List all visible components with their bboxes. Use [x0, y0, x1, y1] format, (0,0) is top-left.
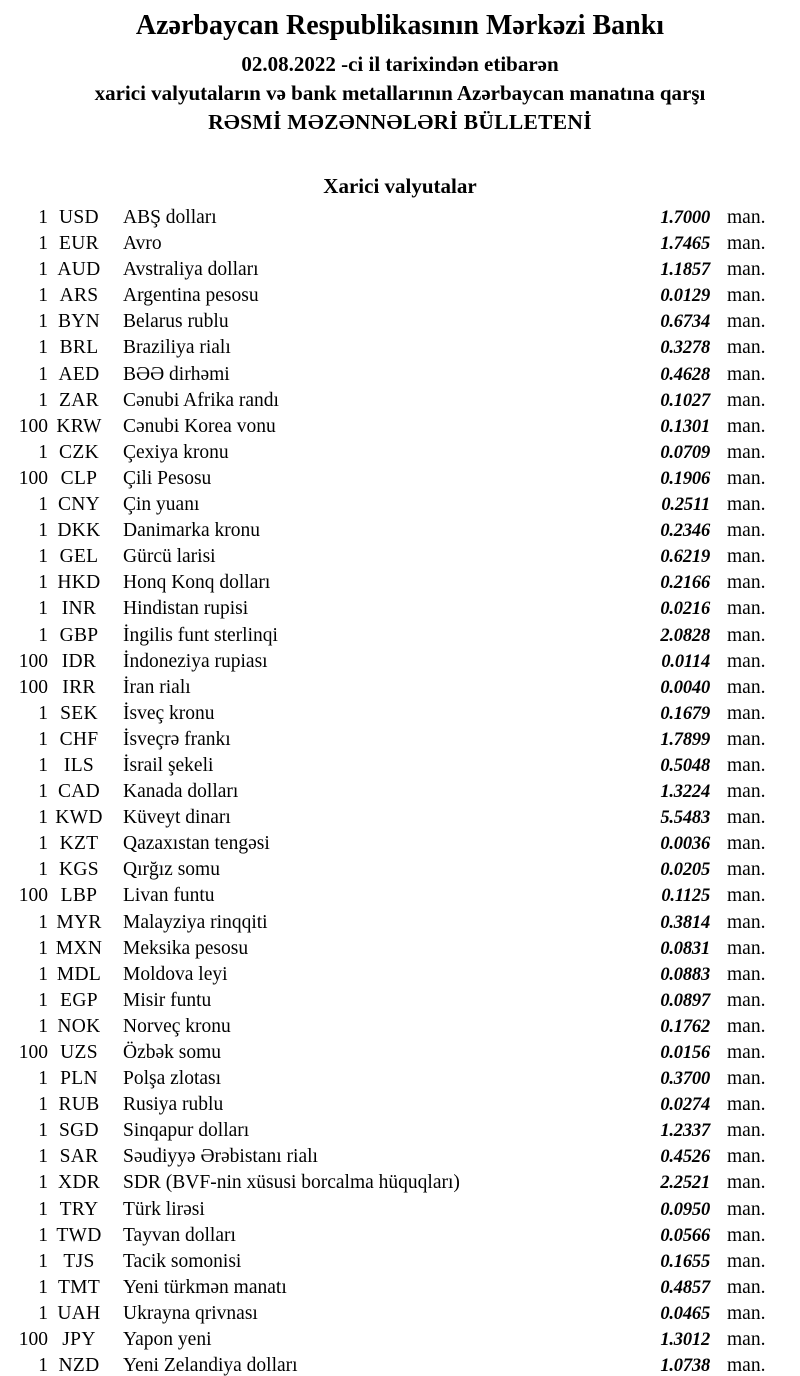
- rate-unit-label: man.: [727, 781, 766, 803]
- rate-currency-code: TJS: [63, 1250, 95, 1272]
- rate-unit-label: man.: [727, 520, 766, 542]
- rate-value: 0.0465: [660, 1303, 710, 1324]
- rate-row: [0, 936, 772, 962]
- rate-row: [0, 779, 772, 805]
- rate-row: [0, 1170, 772, 1196]
- rate-unit-label: man.: [727, 1329, 766, 1351]
- rate-currency-name: Çili Pesosu: [123, 467, 212, 489]
- rate-value: 0.0274: [660, 1095, 710, 1116]
- rate-value: 1.7465: [660, 234, 710, 255]
- rate-currency-name: Misir funtu: [123, 989, 212, 1011]
- rate-currency-code: UAH: [57, 1302, 101, 1324]
- rate-value: 0.2166: [660, 573, 710, 594]
- rate-currency-name: Braziliya rialı: [123, 337, 231, 359]
- rate-row: [0, 309, 772, 335]
- rate-currency-name: Avro: [123, 233, 162, 255]
- rate-value: 0.0129: [660, 286, 710, 307]
- rate-currency-name: İsveç kronu: [123, 702, 215, 724]
- bulletin-header: [0, 0, 800, 136]
- rate-currency-name: Qırğız somu: [123, 859, 220, 881]
- rate-currency-code: INR: [61, 598, 97, 620]
- rate-quantity: 1: [38, 1198, 48, 1220]
- rate-quantity: 1: [38, 807, 48, 829]
- rate-quantity: 100: [18, 676, 48, 698]
- rate-currency-name: İngilis funt sterlinqi: [123, 624, 278, 646]
- rate-value: 0.3814: [660, 912, 710, 933]
- rate-quantity: 1: [38, 963, 48, 985]
- rate-row: [0, 1040, 772, 1066]
- rate-currency-name: Səudiyyə Ərəbistanı rialı: [123, 1146, 318, 1168]
- rate-quantity: 1: [38, 1302, 48, 1324]
- rate-unit-label: man.: [727, 885, 766, 907]
- rate-currency-code: KGS: [59, 859, 99, 881]
- rate-currency-name: Rusiya rublu: [123, 1094, 224, 1116]
- rate-row: [0, 1014, 772, 1040]
- rate-value: 0.1655: [660, 1251, 710, 1272]
- rate-value: 0.3700: [660, 1069, 710, 1090]
- rate-currency-name: ABŞ dolları: [123, 207, 217, 228]
- rate-row: [0, 883, 772, 909]
- rate-value: 0.1762: [660, 1016, 710, 1037]
- rate-currency-code: UZS: [60, 1042, 98, 1063]
- rate-row: [0, 1118, 772, 1144]
- rate-row: [0, 492, 772, 518]
- rate-currency-code: JPY: [62, 1329, 96, 1351]
- rate-quantity: 1: [38, 1094, 48, 1116]
- rate-unit-label: man.: [727, 702, 766, 724]
- rate-value: 1.3224: [660, 782, 710, 803]
- rate-value: 0.2511: [661, 495, 710, 516]
- rate-quantity: 1: [38, 702, 48, 724]
- rate-value: 0.0216: [660, 599, 710, 620]
- rate-quantity: 1: [38, 1172, 48, 1194]
- rate-currency-code: GEL: [59, 546, 99, 568]
- rate-currency-code: CZK: [59, 441, 99, 463]
- rate-currency-name: Livan funtu: [123, 885, 215, 907]
- rate-currency-code: ZAR: [59, 389, 99, 411]
- rate-currency-name: İndoneziya rupiası: [123, 650, 268, 672]
- rate-currency-name: Hindistan rupisi: [123, 598, 249, 620]
- rate-quantity: 1: [38, 233, 48, 255]
- rate-currency-code: NZD: [58, 1355, 100, 1376]
- rate-unit-label: man.: [727, 259, 766, 281]
- rate-row: [0, 1275, 772, 1301]
- rate-unit-label: man.: [727, 1042, 766, 1063]
- rate-unit-label: man.: [727, 285, 766, 307]
- rate-currency-name: Avstraliya dolları: [123, 259, 259, 281]
- rate-value: 0.5048: [660, 755, 710, 776]
- rate-value: 0.3278: [660, 338, 710, 359]
- rate-unit-label: man.: [727, 989, 766, 1011]
- rate-row: [0, 1301, 772, 1327]
- rate-currency-code: CAD: [57, 781, 101, 803]
- effective-date-line: 02.08.2022 -ci il tarixindən etibarən: [241, 52, 559, 76]
- rate-row: [0, 362, 772, 388]
- rate-value: 0.0040: [660, 677, 710, 698]
- rate-row: [0, 857, 772, 883]
- rate-row: [0, 1066, 772, 1092]
- rate-currency-name: SDR (BVF-nin xüsusi borcalma hüquqları): [123, 1172, 460, 1194]
- rate-unit-label: man.: [727, 807, 766, 829]
- rate-unit-label: man.: [727, 1276, 766, 1298]
- rate-currency-code: MYR: [56, 911, 102, 933]
- rate-unit-label: man.: [727, 859, 766, 881]
- rates-table-body: [0, 205, 800, 1376]
- rate-currency-code: SGD: [59, 1120, 99, 1142]
- rate-quantity: 1: [38, 1276, 48, 1298]
- rate-row: [0, 596, 772, 622]
- rate-row: [0, 335, 772, 361]
- rate-row: [0, 988, 772, 1014]
- rate-quantity: 1: [38, 859, 48, 881]
- rate-currency-name: Ukrayna qrivnası: [123, 1302, 258, 1324]
- rate-currency-name: Tacik somonisi: [123, 1250, 242, 1272]
- rate-row: [0, 518, 772, 544]
- rate-currency-code: SAR: [59, 1146, 99, 1168]
- rate-unit-label: man.: [727, 363, 766, 385]
- rate-currency-name: Cənubi Korea vonu: [123, 415, 276, 437]
- rate-unit-label: man.: [727, 1355, 766, 1376]
- rate-value: 0.4857: [660, 1277, 710, 1298]
- rate-currency-code: USD: [59, 207, 99, 228]
- rate-unit-label: man.: [727, 1198, 766, 1220]
- rate-currency-code: MXN: [55, 937, 103, 959]
- rate-currency-name: Kanada dolları: [123, 781, 239, 803]
- rate-value: 0.1027: [660, 390, 710, 411]
- rate-quantity: 1: [38, 494, 48, 516]
- rate-quantity: 1: [38, 311, 48, 333]
- rate-quantity: 1: [38, 989, 48, 1011]
- rate-unit-label: man.: [727, 1120, 766, 1142]
- rate-unit-label: man.: [727, 572, 766, 594]
- rate-value: 0.6219: [660, 547, 710, 568]
- rate-row: [0, 831, 772, 857]
- rate-quantity: 100: [18, 1042, 48, 1063]
- bulletin-subtitle: xarici valyutaların və bank metallarının Azərbaycan manatına qarşı: [94, 81, 706, 105]
- rate-currency-name: Belarus rublu: [123, 311, 229, 333]
- rate-quantity: 1: [38, 207, 48, 228]
- rate-unit-label: man.: [727, 467, 766, 489]
- rate-currency-name: Polşa zlotası: [123, 1068, 222, 1090]
- rate-unit-label: man.: [727, 650, 766, 672]
- rate-currency-code: MDL: [56, 963, 102, 985]
- rate-currency-name: Argentina pesosu: [123, 285, 259, 307]
- rate-currency-name: Yeni Zelandiya dolları: [123, 1355, 298, 1376]
- rate-row: [0, 283, 772, 309]
- bank-name-title: Azərbaycan Respublikasının Mərkəzi Bankı: [135, 10, 665, 41]
- rate-unit-label: man.: [727, 1146, 766, 1168]
- rate-quantity: 100: [18, 885, 48, 907]
- rate-currency-name: Malayziya rinqqiti: [123, 911, 268, 933]
- rate-value: 0.0950: [660, 1199, 710, 1220]
- rate-value: 2.2521: [660, 1173, 710, 1194]
- rate-value: 0.4628: [660, 364, 710, 385]
- rate-unit-label: man.: [727, 1302, 766, 1324]
- rate-row: [0, 623, 772, 649]
- rate-quantity: 1: [38, 520, 48, 542]
- rate-currency-code: TWD: [56, 1224, 102, 1246]
- rate-quantity: 100: [18, 415, 48, 437]
- rate-unit-label: man.: [727, 1015, 766, 1037]
- rate-value: 0.0831: [660, 938, 710, 959]
- rate-currency-name: Yapon yeni: [123, 1329, 212, 1351]
- rate-currency-name: Norveç kronu: [123, 1015, 231, 1037]
- rate-row: [0, 388, 772, 414]
- rate-row: [0, 753, 772, 779]
- rate-row: [0, 440, 772, 466]
- rate-currency-code: NOK: [57, 1015, 101, 1037]
- rate-currency-name: İsrail şekeli: [123, 754, 214, 776]
- rate-quantity: 1: [38, 572, 48, 594]
- rate-quantity: 1: [38, 728, 48, 750]
- rate-row: [0, 675, 772, 701]
- rate-value: 0.1301: [660, 416, 710, 437]
- rate-value: 0.2346: [660, 521, 710, 542]
- rate-currency-code: AED: [58, 363, 100, 385]
- rate-currency-name: Gürcü larisi: [123, 546, 216, 568]
- rate-value: 1.7000: [660, 208, 710, 228]
- rate-quantity: 1: [38, 781, 48, 803]
- rate-value: 0.0897: [660, 990, 710, 1011]
- rate-currency-name: Danimarka kronu: [123, 520, 260, 542]
- rate-currency-name: Honq Konq dolları: [123, 572, 271, 594]
- rate-value: 1.1857: [660, 260, 710, 281]
- rate-unit-label: man.: [727, 441, 766, 463]
- rate-quantity: 1: [38, 259, 48, 281]
- rate-value: 0.0156: [660, 1043, 710, 1063]
- rate-row: [0, 570, 772, 596]
- rate-currency-name: Çexiya kronu: [123, 441, 229, 463]
- rate-currency-code: XDR: [57, 1172, 101, 1194]
- rate-currency-code: BYN: [57, 311, 101, 333]
- rate-quantity: 1: [38, 624, 48, 646]
- rate-row: [0, 257, 772, 283]
- rate-currency-name: BƏƏ dirhəmi: [123, 363, 230, 385]
- rate-currency-code: TMT: [57, 1276, 101, 1298]
- rate-unit-label: man.: [727, 624, 766, 646]
- rate-row: [0, 649, 772, 675]
- rate-unit-label: man.: [727, 546, 766, 568]
- rate-currency-code: KZT: [59, 833, 99, 855]
- rate-quantity: 1: [38, 1355, 48, 1376]
- bulletin-title: RƏSMİ MƏZƏNNƏLƏRİ BÜLLETENİ: [208, 110, 592, 134]
- rate-value: 0.6734: [660, 312, 710, 333]
- section-title-foreign-currencies: Xarici valyutalar: [323, 174, 477, 198]
- rate-quantity: 100: [18, 650, 48, 672]
- rate-currency-name: Özbək somu: [123, 1042, 222, 1063]
- rate-value: 0.1679: [660, 703, 710, 724]
- rate-row: [0, 1197, 772, 1223]
- rate-currency-code: GBP: [59, 624, 99, 646]
- rate-value: 0.0036: [660, 834, 710, 855]
- rate-currency-code: LBP: [60, 885, 98, 907]
- rate-value: 0.1906: [660, 468, 710, 489]
- rate-currency-name: Cənubi Afrika randı: [123, 389, 279, 411]
- rate-currency-name: Yeni türkmən manatı: [123, 1276, 287, 1298]
- rate-quantity: 1: [38, 337, 48, 359]
- rate-row: [0, 544, 772, 570]
- rate-row: [0, 701, 772, 727]
- rate-currency-name: Türk lirəsi: [123, 1198, 205, 1220]
- rate-value: 0.1125: [661, 886, 710, 907]
- rate-unit-label: man.: [727, 598, 766, 620]
- rate-value: 2.0828: [660, 625, 710, 646]
- rate-currency-name: Çin yuanı: [123, 494, 200, 516]
- rate-currency-code: ILS: [63, 754, 95, 776]
- rate-currency-code: PLN: [60, 1068, 98, 1090]
- rate-quantity: 1: [38, 441, 48, 463]
- rate-unit-label: man.: [727, 937, 766, 959]
- rate-currency-code: TRY: [59, 1198, 99, 1220]
- rate-unit-label: man.: [727, 754, 766, 776]
- rate-value: 1.7899: [660, 729, 710, 750]
- rate-unit-label: man.: [727, 233, 766, 255]
- rate-row: [0, 962, 772, 988]
- rate-row: [0, 466, 772, 492]
- rate-currency-code: EGP: [60, 989, 98, 1011]
- rate-row: [0, 205, 772, 231]
- rate-unit-label: man.: [727, 728, 766, 750]
- rate-currency-name: Tayvan dolları: [123, 1224, 236, 1246]
- rate-quantity: 1: [38, 1224, 48, 1246]
- rate-value: 0.0709: [660, 442, 710, 463]
- rate-unit-label: man.: [727, 1224, 766, 1246]
- rate-unit-label: man.: [727, 337, 766, 359]
- rate-value: 1.0738: [660, 1356, 710, 1376]
- rate-value: 1.3012: [660, 1330, 710, 1351]
- rate-currency-code: SEK: [60, 702, 98, 724]
- rate-unit-label: man.: [727, 207, 766, 228]
- rate-unit-label: man.: [727, 415, 766, 437]
- rate-currency-code: IDR: [61, 650, 97, 672]
- rate-unit-label: man.: [727, 676, 766, 698]
- rate-currency-code: DKK: [57, 520, 101, 542]
- rate-row: [0, 1092, 772, 1118]
- rate-quantity: 1: [38, 389, 48, 411]
- rate-quantity: 1: [38, 1250, 48, 1272]
- rate-currency-name: Sinqapur dolları: [123, 1120, 250, 1142]
- rate-value: 5.5483: [660, 808, 710, 829]
- rate-currency-name: İsveçrə frankı: [123, 728, 231, 750]
- rate-currency-name: Qazaxıstan tengəsi: [123, 833, 270, 855]
- rate-currency-code: IRR: [62, 676, 96, 698]
- rate-currency-code: AUD: [57, 259, 101, 281]
- rate-currency-name: Meksika pesosu: [123, 937, 249, 959]
- rate-row: [0, 910, 772, 936]
- rate-currency-name: Moldova leyi: [123, 963, 228, 985]
- rate-currency-code: RUB: [58, 1094, 100, 1116]
- rate-value: 0.0566: [660, 1225, 710, 1246]
- rate-row: [0, 1353, 772, 1376]
- rate-currency-code: CHF: [59, 728, 99, 750]
- rate-unit-label: man.: [727, 1068, 766, 1090]
- rate-currency-code: HKD: [57, 572, 101, 594]
- rate-quantity: 1: [38, 1068, 48, 1090]
- rate-quantity: 1: [38, 285, 48, 307]
- rate-quantity: 1: [38, 1146, 48, 1168]
- rate-value: 0.4526: [660, 1147, 710, 1168]
- rate-quantity: 1: [38, 363, 48, 385]
- rate-unit-label: man.: [727, 1094, 766, 1116]
- rate-quantity: 100: [18, 467, 48, 489]
- rate-currency-code: ARS: [59, 285, 99, 307]
- rate-row: [0, 1144, 772, 1170]
- rate-unit-label: man.: [727, 833, 766, 855]
- rate-row: [0, 1249, 772, 1275]
- rate-currency-name: Küveyt dinarı: [123, 807, 231, 829]
- rate-row: [0, 1223, 772, 1249]
- rate-quantity: 1: [38, 754, 48, 776]
- rate-unit-label: man.: [727, 963, 766, 985]
- rate-quantity: 1: [38, 937, 48, 959]
- rate-quantity: 1: [38, 598, 48, 620]
- rate-row: [0, 1327, 772, 1353]
- rate-value: 0.0114: [661, 651, 710, 672]
- rate-unit-label: man.: [727, 389, 766, 411]
- rate-quantity: 1: [38, 833, 48, 855]
- rate-value: 0.0883: [660, 964, 710, 985]
- rate-currency-code: CLP: [60, 467, 98, 489]
- rate-currency-code: BRL: [59, 337, 99, 359]
- rate-currency-code: KWD: [55, 807, 103, 829]
- rate-currency-code: EUR: [59, 233, 99, 255]
- rate-unit-label: man.: [727, 911, 766, 933]
- rate-row: [0, 414, 772, 440]
- rate-currency-code: KRW: [56, 415, 102, 437]
- rate-currency-name: İran rialı: [123, 676, 191, 698]
- rate-unit-label: man.: [727, 1250, 766, 1272]
- rate-quantity: 1: [38, 546, 48, 568]
- rate-value: 1.2337: [660, 1121, 710, 1142]
- rate-row: [0, 231, 772, 257]
- rate-quantity: 1: [38, 911, 48, 933]
- rate-row: [0, 805, 772, 831]
- rate-unit-label: man.: [727, 1172, 766, 1194]
- rate-unit-label: man.: [727, 494, 766, 516]
- rate-quantity: 1: [38, 1015, 48, 1037]
- rate-row: [0, 727, 772, 753]
- rate-value: 0.0205: [660, 860, 710, 881]
- rate-quantity: 100: [18, 1329, 48, 1351]
- rate-currency-code: CNY: [57, 494, 101, 516]
- rate-unit-label: man.: [727, 311, 766, 333]
- rate-quantity: 1: [38, 1120, 48, 1142]
